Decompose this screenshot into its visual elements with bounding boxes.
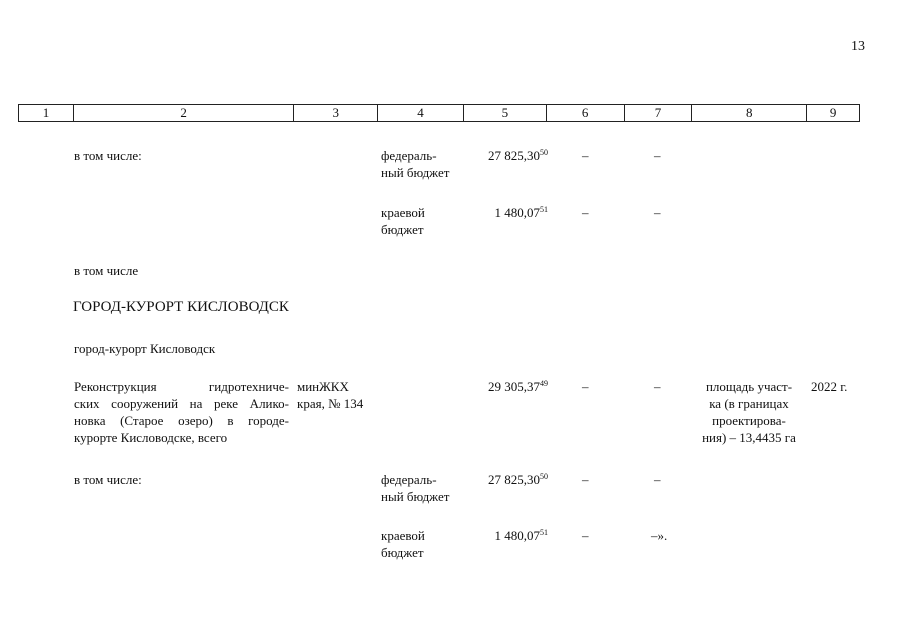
col6-dash: – [582,148,589,163]
amount-total: 29 305,37$^{49}$ [488,379,548,394]
funding-source-federal: федераль- ный бюджет [381,148,450,180]
funding-source-regional: краевой бюджет [381,528,425,560]
table-header-row [18,104,860,122]
col7-dash: – [654,205,661,220]
header-col-5: 5 [464,105,547,121]
amount-regional: 1 480,07$^{51}$ [494,205,548,220]
header-col-2: 2 [74,105,294,121]
funding-source-federal: федераль- ный бюджет [381,472,450,504]
including-label: в том числе: [74,148,142,163]
page-number: 13 [851,39,865,54]
header-col-6: 6 [547,105,625,121]
funding-source-regional: краевой бюджет [381,205,425,237]
col7-dash-closing-quote: –». [651,528,668,543]
col6-dash: – [582,379,589,394]
header-col-7: 7 [625,105,693,121]
col7-dash: – [654,148,661,163]
col6-dash: – [582,528,589,543]
city-subheading: город-курорт Кисловодск [74,341,216,356]
including-label: в том числе: [74,472,142,487]
header-col-1: 1 [19,105,74,121]
including-plain-label: в том числе [74,263,139,278]
completion-year: 2022 г. [811,379,848,394]
header-col-3: 3 [294,105,378,121]
col7-dash: – [654,379,661,394]
col7-dash: – [654,472,661,487]
customer: минЖКХ края, № 134 [297,379,364,411]
col6-dash: – [582,205,589,220]
col6-dash: – [582,472,589,487]
header-col-4: 4 [378,105,464,121]
amount-federal: 27 825,30$^{50}$ [488,148,548,163]
amount-regional: 1 480,07$^{51}$ [494,528,548,543]
amount-federal: 27 825,30$^{50}$ [488,472,548,487]
capacity-description: площадь участ- ка (в границах проектирова- ния) – 13,4435 га [702,379,796,445]
project-name: Реконструкция гидротехниче- ских сооружений на реке Алико- новка (Старое озеро) в городе- курорте Кисловодске, всего [74,379,289,445]
header-col-9: 9 [829,105,837,120]
header-col-8: 8 [692,105,807,121]
city-heading: ГОРОД-КУРОРТ КИСЛОВОДСК [73,299,289,315]
